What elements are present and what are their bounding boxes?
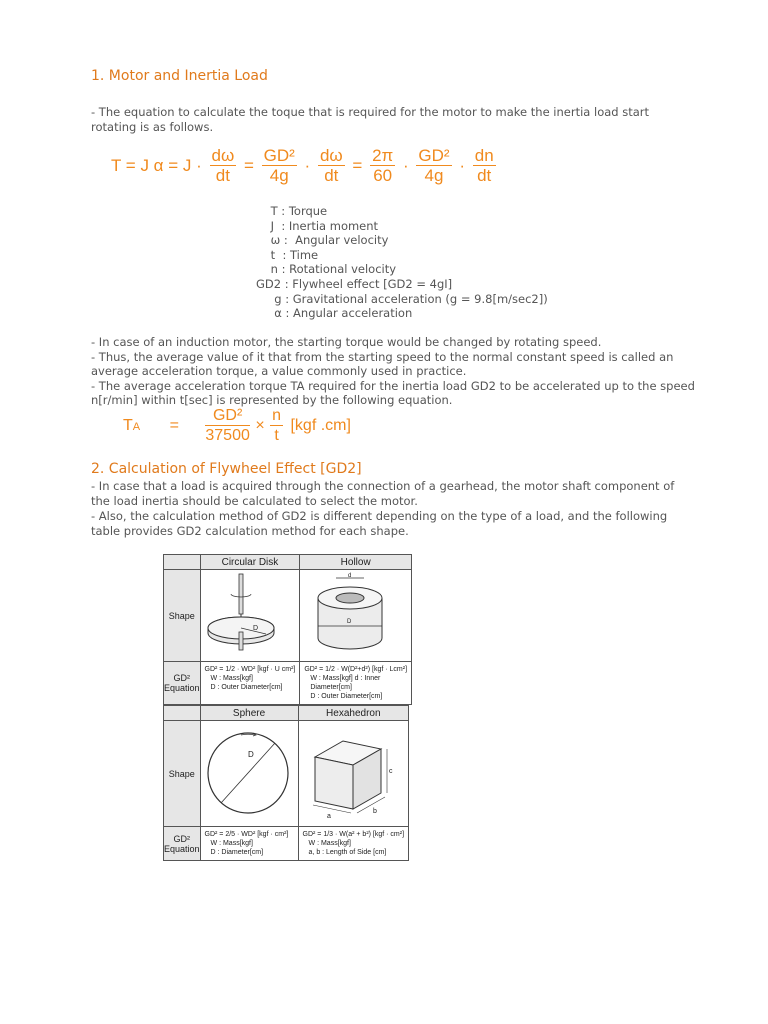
hollow-cylinder-icon bbox=[300, 570, 404, 656]
svg-text:c: c bbox=[388, 768, 393, 775]
svg-text:D: D bbox=[247, 750, 254, 759]
def-row: g : Gravitational acceleration (g = 9.8[m/sec2]) bbox=[256, 291, 548, 306]
eq2-times: × bbox=[255, 417, 265, 434]
hollow-formula: GD² = 1/2 · W(D²+d²) [kgf · Lcm²] W : Mass[kgf] d : Inner Diameter[cm] D : Outer Diameter[cm] bbox=[300, 662, 412, 705]
def-row: t : Time bbox=[256, 247, 319, 262]
variable-definitions bbox=[256, 204, 548, 321]
circular-disk-icon bbox=[201, 570, 298, 656]
hexahedron-formula: GD² = 1/3 · W(a² + b²) [kgf · cm²] W : Mass[kgf] a, b : Length of Side [cm] bbox=[298, 827, 409, 861]
eq-dot-2: · bbox=[403, 156, 409, 175]
eq-f6-num: dn bbox=[474, 146, 494, 165]
svg-text:b: b bbox=[372, 808, 377, 815]
eq2-f1-den: 37500 bbox=[205, 427, 250, 444]
circular-disk-formula: GD² = 1/2 · WD² [kgf · U cm²] W : Mass[kgf] D : Outer Diameter[cm] bbox=[200, 662, 300, 705]
table-corner bbox=[164, 706, 201, 721]
eq-f2-num: GD² bbox=[263, 146, 295, 165]
note: - Thus, the average value of it that from the starting speed to the normal constant speed is called an average acceleration torque, a value commonly used in practice. bbox=[91, 349, 674, 379]
eq2-f2-num: n bbox=[272, 407, 282, 424]
section2-title: 2. Calculation of Flywheel Effect [GD2] bbox=[91, 461, 362, 477]
svg-text:D: D bbox=[347, 619, 352, 625]
svg-text:a: a bbox=[326, 813, 331, 820]
def-row: J : Inertia moment bbox=[256, 218, 379, 233]
header-sphere: Sphere bbox=[200, 706, 298, 721]
equation-label: GD² Equation bbox=[164, 827, 201, 861]
eq-f1-den: dt bbox=[215, 166, 230, 185]
equation-label: GD² Equation bbox=[164, 662, 201, 705]
gd2-table-disk-hollow bbox=[163, 554, 412, 705]
table-corner bbox=[164, 555, 201, 570]
def-row: n : Rotational velocity bbox=[256, 262, 397, 277]
eq2-equals: = bbox=[169, 417, 179, 434]
gd2-table-sphere-hexahedron bbox=[163, 705, 409, 861]
header-hexahedron: Hexahedron bbox=[298, 706, 409, 721]
shape-label: Shape bbox=[164, 721, 201, 827]
sphere-formula: GD² = 2/5 · WD² [kgf · cm²] W : Mass[kgf] D : Diameter[cm] bbox=[200, 827, 298, 861]
hexahedron-figure bbox=[298, 721, 409, 827]
section1-title: 1. Motor and Inertia Load bbox=[91, 68, 268, 84]
eq-f6-den: dt bbox=[477, 166, 492, 185]
eq2-f1-num: GD² bbox=[205, 406, 250, 426]
acceleration-torque-equation bbox=[120, 406, 354, 446]
eq-lhs: T = J α = J · bbox=[111, 156, 202, 175]
svg-text:D: D bbox=[252, 625, 258, 632]
eq-f4-num: 2π bbox=[372, 146, 394, 165]
note: - In case of an induction motor, the starting torque would be changed by rotating speed. bbox=[91, 335, 602, 349]
eq2-unit: [kgf .cm] bbox=[290, 417, 351, 434]
header-circular-disk: Circular Disk bbox=[200, 555, 300, 570]
def-row: α : Angular acceleration bbox=[256, 306, 413, 321]
torque-equation bbox=[108, 146, 496, 186]
section2-para2: - Also, the calculation method of GD2 is different depending on the type of a load, and the following table provides GD2 calculation method for each shape. bbox=[91, 509, 668, 538]
sphere-icon bbox=[201, 721, 298, 821]
circular-disk-figure bbox=[200, 570, 300, 662]
eq-f1-num: dω bbox=[211, 146, 235, 165]
sphere-figure bbox=[200, 721, 298, 827]
eq2-lhs: T bbox=[123, 417, 133, 434]
eq-f3-den: dt bbox=[324, 166, 339, 185]
def-row: GD2 : Flywheel effect [GD2 = 4gI] bbox=[256, 276, 453, 291]
shape-label: Shape bbox=[164, 570, 201, 662]
eq-f2-den: 4g bbox=[269, 166, 289, 185]
eq-f5-num: GD² bbox=[418, 146, 450, 165]
note: - The average acceleration torque TA required for the inertia load GD2 to be accelerated up to the speed n[r/min] within t[sec] is represented by the following equation. bbox=[91, 378, 695, 408]
header-hollow: Hollow bbox=[300, 555, 412, 570]
eq-equals-2: = bbox=[352, 156, 363, 175]
eq-f3-num: dω bbox=[319, 146, 343, 165]
section1-notes bbox=[91, 335, 696, 408]
eq2-lhs-sub: A bbox=[132, 421, 141, 433]
section2-para1: - In case that a load is acquired through the connection of a gearhead, the motor shaft component of the load inertia should be calculated to select the motor. bbox=[91, 479, 675, 508]
eq-equals-1: = bbox=[243, 156, 254, 175]
eq2-f2-den: t bbox=[274, 427, 279, 444]
section1-intro: - The equation to calculate the toque that is required for the motor to make the inertia load start rotating is as follows. bbox=[91, 105, 650, 134]
eq-dot-1: · bbox=[304, 156, 311, 175]
eq-f4-den: 60 bbox=[373, 166, 393, 185]
svg-text:d: d bbox=[348, 573, 352, 579]
def-row: ω : Angular velocity bbox=[256, 233, 389, 248]
hexahedron-icon bbox=[299, 721, 403, 821]
eq-f5-den: 4g bbox=[424, 166, 444, 185]
hollow-figure bbox=[300, 570, 412, 662]
def-row: T : Torque bbox=[256, 204, 328, 218]
eq-dot-3: · bbox=[459, 156, 465, 175]
